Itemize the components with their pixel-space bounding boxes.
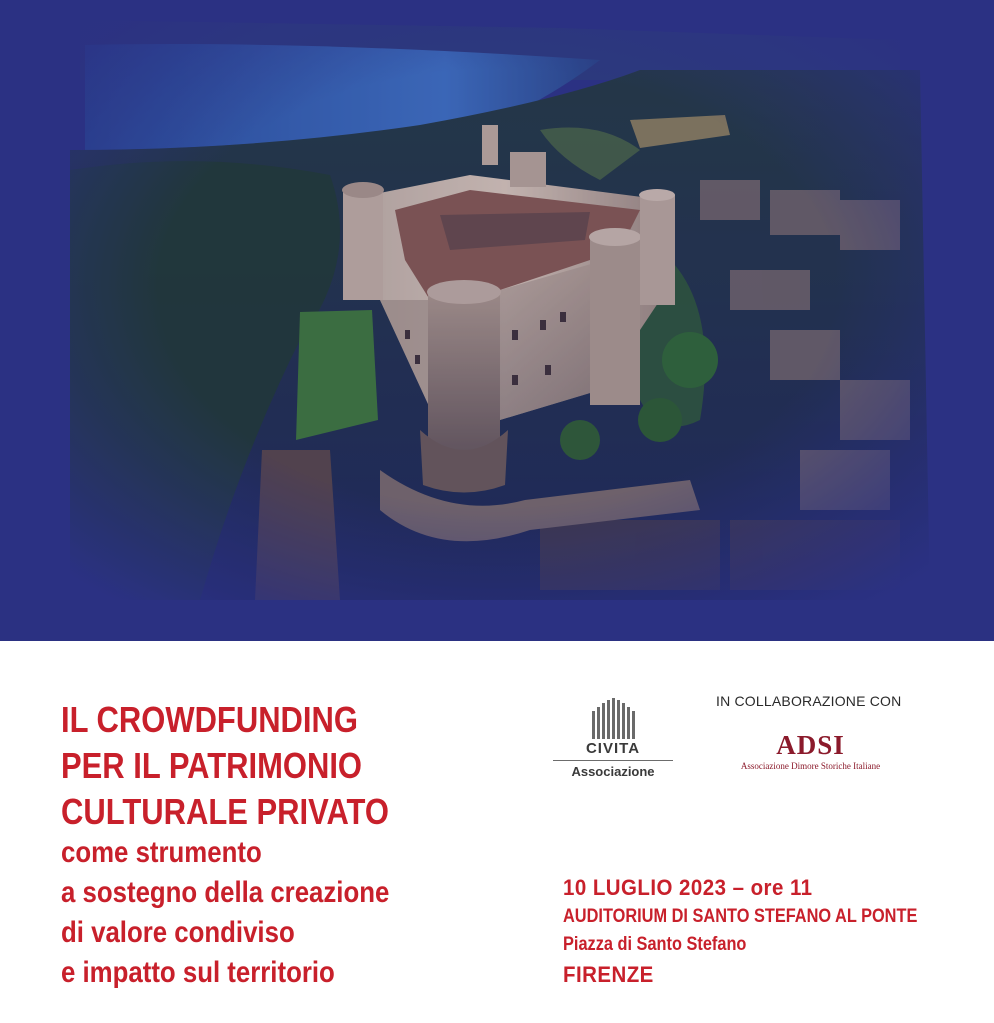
- subtitle-line-3: di valore condiviso: [61, 916, 295, 949]
- event-date: 10 LUGLIO 2023 – ore 11: [563, 875, 813, 900]
- event-city: FIRENZE: [563, 962, 654, 987]
- partner-logos: [553, 691, 973, 801]
- adsi-logo: [733, 731, 888, 771]
- collaboration-label: IN COLLABORAZIONE CON: [716, 693, 902, 709]
- event-details: [563, 873, 975, 991]
- adsi-subtitle: Associazione Dimore Storiche Italiane: [740, 761, 881, 771]
- subtitle-line-1: come strumento: [61, 836, 262, 869]
- title-line-1: IL CROWDFUNDING: [61, 699, 358, 740]
- civita-columns-icon: [590, 697, 636, 739]
- civita-subtitle: Associazione: [571, 764, 655, 779]
- subtitle-line-2: a sostegno della creazione: [61, 876, 390, 909]
- civita-logo: [553, 697, 673, 779]
- adsi-name: ADSI: [776, 730, 845, 760]
- civita-divider: [553, 760, 673, 761]
- civita-name: CIVITA: [585, 740, 641, 757]
- event-title: [61, 697, 531, 993]
- title-line-3: CULTURALE PRIVATO: [61, 791, 389, 832]
- event-venue: AUDITORIUM DI SANTO STEFANO AL PONTE: [563, 906, 918, 927]
- event-subtitle: [61, 833, 531, 993]
- subtitle-line-4: e impatto sul territorio: [61, 956, 335, 989]
- event-info-panel: [0, 641, 994, 1023]
- title-line-2: PER IL PATRIMONIO: [61, 745, 363, 786]
- event-address: Piazza di Santo Stefano: [563, 934, 747, 955]
